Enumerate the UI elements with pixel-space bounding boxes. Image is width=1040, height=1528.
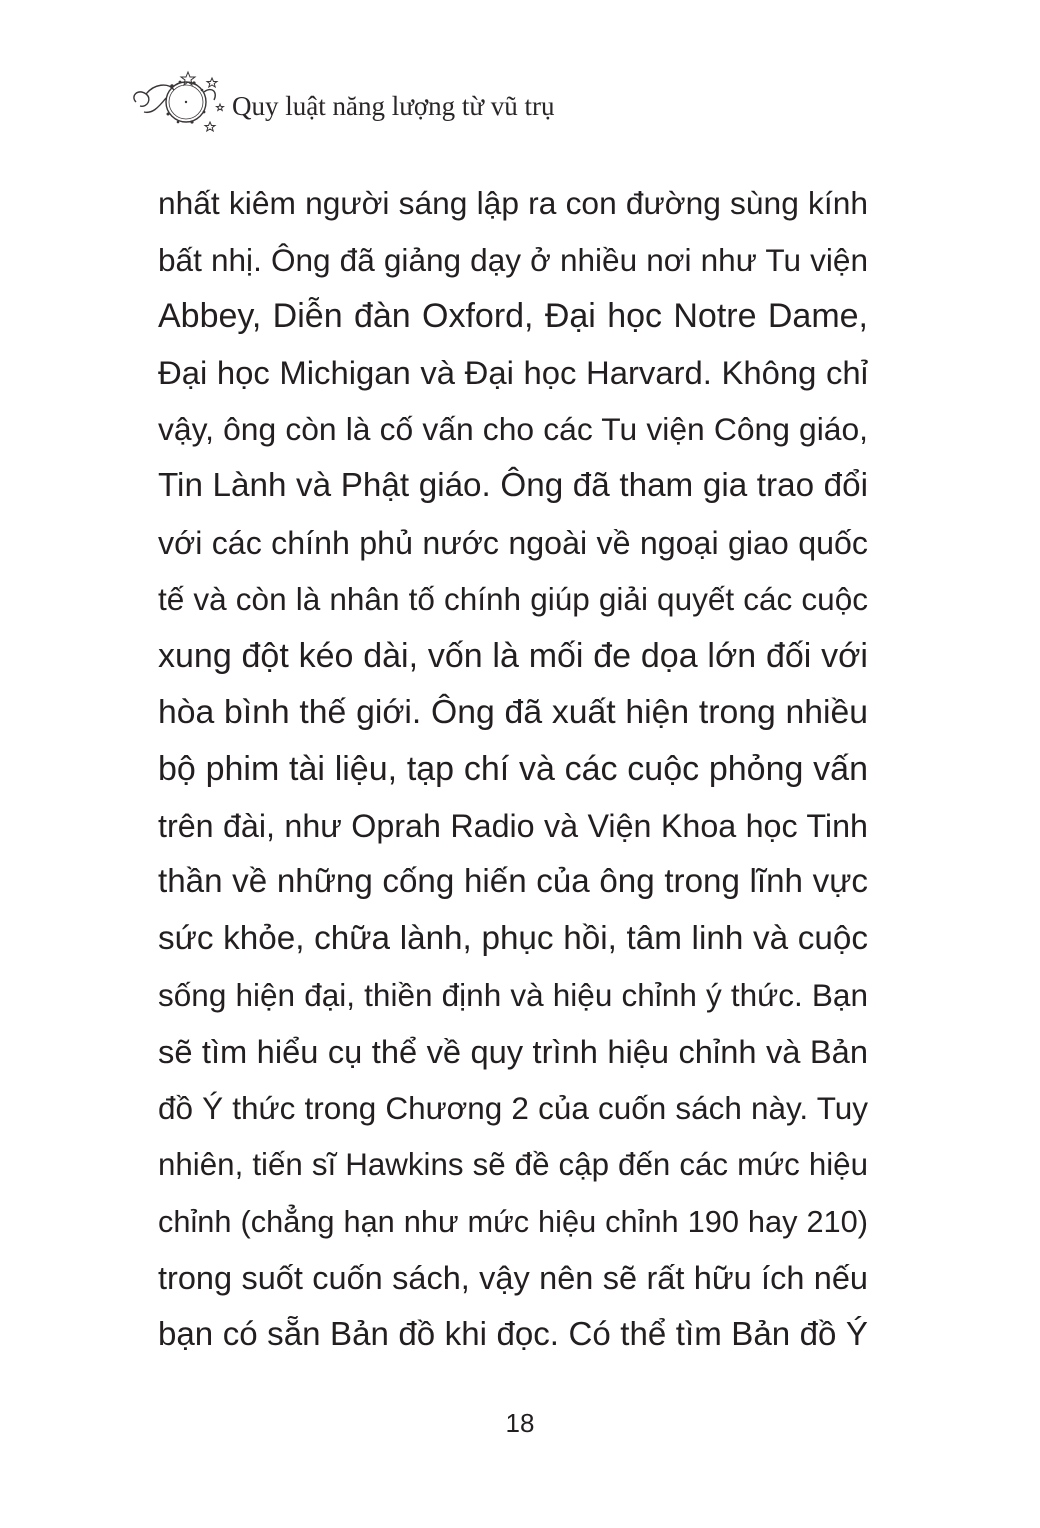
text-line: sức khỏe, chữa lành, phục hồi, tâm linh và cuộc — [158, 919, 868, 957]
text-line: đồ Ý thức trong Chương 2 của cuốn sách này. Tuy — [158, 1090, 868, 1126]
text-line: tế và còn là nhân tố chính giúp giải quyết các cuộc — [158, 581, 868, 618]
running-header-title: Quy luật năng lượng từ vũ trụ — [232, 90, 555, 121]
swirl-stars-ornament-icon — [128, 68, 228, 138]
text-line: chỉnh (chẳng hạn như mức hiệu chỉnh 190 hay 210) — [158, 1203, 868, 1239]
body-text — [158, 175, 868, 1363]
text-line: vậy, ông còn là cố vấn cho các Tu viện Công giáo, — [158, 411, 868, 448]
text-line: xung đột kéo dài, vốn là mối đe dọa lớn đối với — [158, 636, 868, 675]
text-line: bất nhị. Ông đã giảng dạy ở nhiều nơi như Tu viện — [158, 241, 868, 278]
text-line: Đại học Michigan và Đại học Harvard. Không chỉ — [158, 353, 868, 391]
text-line: trong suốt cuốn sách, vậy nên sẽ rất hữu ích nếu — [158, 1260, 868, 1297]
text-line: sẽ tìm hiểu cụ thể về quy trình hiệu chỉnh và Bản — [158, 1032, 868, 1070]
text-line: thần về những cống hiến của ông trong lĩnh vực — [158, 863, 868, 901]
text-line: với các chính phủ nước ngoài về ngoại giao quốc — [158, 524, 868, 561]
text-line: hòa bình thế giới. Ông đã xuất hiện trong nhiều — [158, 693, 868, 732]
text-line: bạn có sẵn Bản đồ khi đọc. Có thể tìm Bản đồ Ý — [158, 1315, 868, 1353]
text-line: nhất kiêm người sáng lập ra con đường sùng kính — [158, 185, 868, 221]
text-line: sống hiện đại, thiền định và hiệu chỉnh ý thức. Bạn — [158, 977, 868, 1014]
page-number: 18 — [505, 1408, 535, 1438]
text-line: bộ phim tài liệu, tạp chí và các cuộc phỏng vấn — [158, 749, 868, 788]
text-line: Tin Lành và Phật giáo. Ông đã tham gia trao đổi — [158, 466, 868, 504]
text-line: nhiên, tiến sĩ Hawkins sẽ đề cập đến các mức hiệu — [158, 1147, 868, 1183]
text-line: trên đài, như Oprah Radio và Viện Khoa học Tinh — [158, 807, 868, 844]
running-header — [128, 68, 555, 138]
text-line: Abbey, Diễn đàn Oxford, Đại học Notre Dame, — [158, 297, 868, 336]
